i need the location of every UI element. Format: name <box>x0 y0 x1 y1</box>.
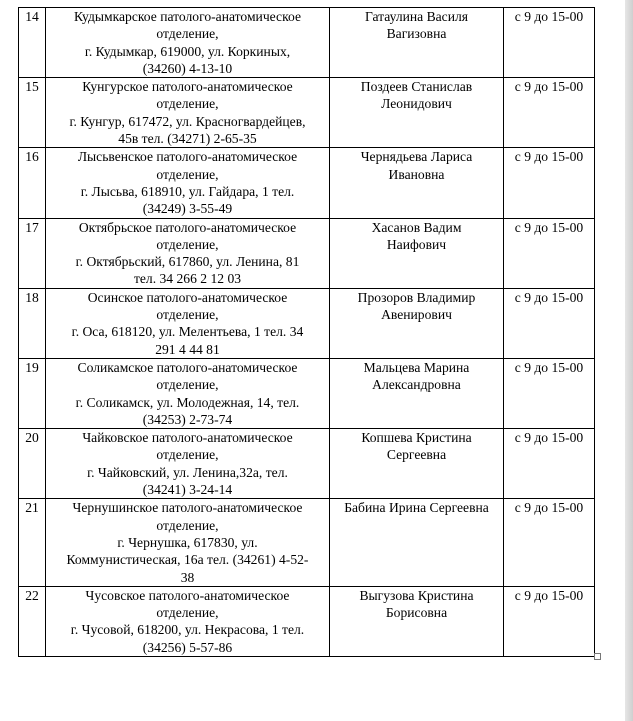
department-line: г. Лысьва, 618910, ул. Гайдара, 1 тел. <box>80 183 295 199</box>
working-hours: с 9 до 15-00 <box>504 586 595 656</box>
head-name-cell <box>330 288 504 358</box>
row-number: 14 <box>19 8 46 78</box>
head-name-line: Борисовна <box>385 605 448 621</box>
table-row <box>19 499 595 586</box>
working-hours: с 9 до 15-00 <box>504 148 595 218</box>
department-line: отделение, <box>156 377 219 393</box>
department-line: отделение, <box>156 236 219 252</box>
departments-table <box>18 7 595 657</box>
department-line: (34241) 3-24-14 <box>142 482 233 498</box>
row-number: 21 <box>19 499 46 586</box>
department-line: г. Оса, 618120, ул. Мелентьева, 1 тел. 34 <box>71 324 304 340</box>
row-number: 15 <box>19 78 46 148</box>
department-line: Октябрьское патолого-анатомическое <box>78 219 297 235</box>
department-line: отделение, <box>156 605 219 621</box>
department-cell <box>46 288 330 358</box>
department-cell <box>46 429 330 499</box>
head-name-cell <box>330 148 504 218</box>
department-line: отделение, <box>156 307 219 323</box>
department-line: (34253) 2-73-74 <box>142 411 233 427</box>
head-name-line: Прозоров Владимир <box>357 289 476 305</box>
department-line: г. Соликамск, ул. Молодежная, 14, тел. <box>75 394 300 410</box>
head-name-cell <box>330 586 504 656</box>
head-name-line: Леонидович <box>381 96 452 112</box>
department-line: г. Кунгур, 617472, ул. Красногвардейцев, <box>69 113 306 129</box>
department-line: Лысьвенское патолого-анатомическое <box>77 149 298 165</box>
working-hours: с 9 до 15-00 <box>504 288 595 358</box>
head-name-line: Ивановна <box>388 166 445 182</box>
row-number: 20 <box>19 429 46 499</box>
department-line: отделение, <box>156 96 219 112</box>
department-line: отделение, <box>156 26 219 42</box>
department-line: Кунгурское патолого-анатомическое <box>82 79 293 95</box>
department-line: Осинское патолого-анатомическое <box>87 289 288 305</box>
department-line: отделение, <box>156 447 219 463</box>
table-row <box>19 288 595 358</box>
department-line: г. Чайковский, ул. Ленина,32а, тел. <box>87 464 288 480</box>
department-line: 45в тел. (34271) 2-65-35 <box>118 131 257 147</box>
department-line: 38 <box>180 569 195 585</box>
department-line: г. Кудымкар, 619000, ул. Коркиных, <box>84 43 291 59</box>
department-cell <box>46 218 330 288</box>
department-line: (34256) 5-57-86 <box>142 639 233 655</box>
department-line: Соликамское патолого-анатомическое <box>77 359 298 375</box>
working-hours: с 9 до 15-00 <box>504 78 595 148</box>
head-name-line: Авенирович <box>381 307 452 323</box>
table-row <box>19 586 595 656</box>
department-line: Кудымкарское патолого-анатомическое <box>73 9 301 24</box>
row-number: 16 <box>19 148 46 218</box>
row-number: 22 <box>19 586 46 656</box>
department-line: Чернушинское патолого-анатомическое <box>72 500 303 516</box>
head-name-line: Чернядьева Лариса <box>360 149 473 165</box>
page-edge-shadow <box>625 0 633 721</box>
department-line: Коммунистическая, 16а тел. (34261) 4-52- <box>66 552 309 568</box>
department-line: (34260) 4-13-10 <box>142 60 233 76</box>
head-name-cell <box>330 358 504 428</box>
head-name-line: Мальцева Марина <box>363 359 470 375</box>
head-name-line: Поздеев Станислав <box>360 79 473 95</box>
working-hours: с 9 до 15-00 <box>504 499 595 586</box>
department-cell <box>46 499 330 586</box>
head-name-line: Наифович <box>386 236 447 252</box>
head-name-cell <box>330 78 504 148</box>
head-name-cell <box>330 218 504 288</box>
head-name-line: Сергеевна <box>386 447 447 463</box>
row-number: 18 <box>19 288 46 358</box>
head-name-cell <box>330 429 504 499</box>
head-name-line: Гатаулина Василя <box>364 9 469 24</box>
working-hours: с 9 до 15-00 <box>504 429 595 499</box>
department-line: тел. 34 266 2 12 03 <box>133 271 242 287</box>
department-line: (34249) 3-55-49 <box>142 201 233 217</box>
department-cell <box>46 358 330 428</box>
department-line: г. Чусовой, 618200, ул. Некрасова, 1 тел. <box>70 622 305 638</box>
head-name-line: Вагизовна <box>386 26 447 42</box>
department-cell <box>46 8 330 78</box>
row-number: 19 <box>19 358 46 428</box>
department-line: отделение, <box>156 517 219 533</box>
department-cell <box>46 148 330 218</box>
working-hours: с 9 до 15-00 <box>504 8 595 78</box>
working-hours: с 9 до 15-00 <box>504 358 595 428</box>
head-name-line: Хасанов Вадим <box>371 219 462 235</box>
department-line: отделение, <box>156 166 219 182</box>
department-line: г. Чернушка, 617830, ул. <box>117 534 258 550</box>
head-name-line: Александровна <box>372 377 461 393</box>
head-name-cell <box>330 499 504 586</box>
table-row <box>19 429 595 499</box>
department-line: Чайковское патолого-анатомическое <box>82 430 293 446</box>
table-resize-handle[interactable] <box>594 653 601 660</box>
head-name-line: Бабина Ирина Сергеевна <box>344 500 489 516</box>
table-row <box>19 8 595 78</box>
department-line: г. Октябрьский, 617860, ул. Ленина, 81 <box>75 254 300 270</box>
department-cell <box>46 78 330 148</box>
table-row <box>19 218 595 288</box>
department-cell <box>46 586 330 656</box>
department-line: 291 4 44 81 <box>155 341 220 357</box>
head-name-cell <box>330 8 504 78</box>
table-row <box>19 358 595 428</box>
row-number: 17 <box>19 218 46 288</box>
table-row <box>19 148 595 218</box>
head-name-line: Копшева Кристина <box>361 430 472 446</box>
head-name-line: Выгузова Кристина <box>359 587 474 603</box>
department-line: Чусовское патолого-анатомическое <box>85 587 290 603</box>
table-row <box>19 78 595 148</box>
working-hours: с 9 до 15-00 <box>504 218 595 288</box>
